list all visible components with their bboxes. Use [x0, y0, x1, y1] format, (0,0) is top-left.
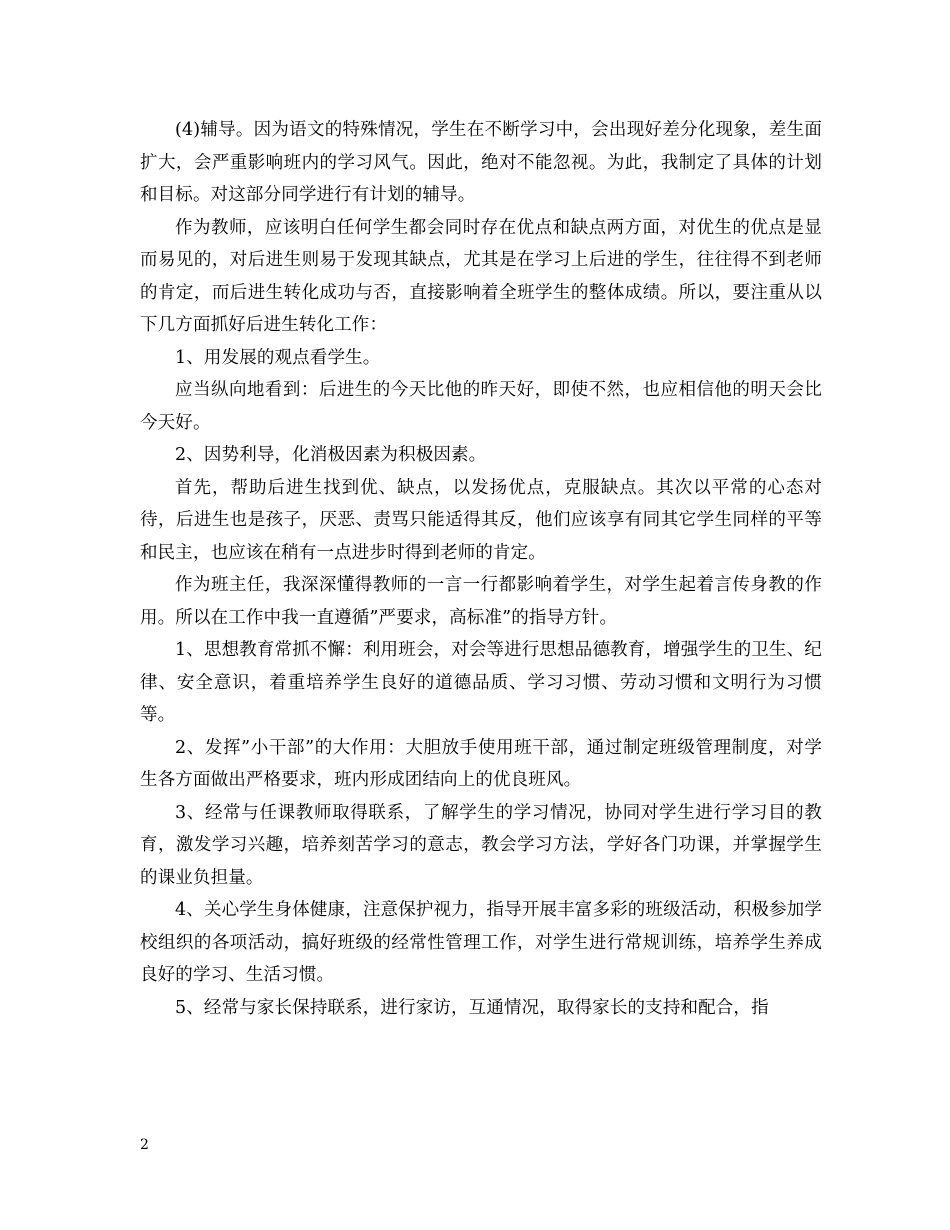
paragraph-tutoring: (4)辅导。因为语文的特殊情况，学生在不断学习中，会出现好差分化现象，差生面扩大，会严重影响班内的学习风气。因此，绝对不能忽视。为此，我制定了具体的计划和目标。对这部分同学进行有计划的辅导。	[140, 120, 822, 205]
paragraph-point-1-body: 应当纵向地看到：后进生的今天比他的昨天好，即使不然，也应相信他的明天会比今天好。	[140, 380, 822, 433]
paragraph-item-1: 1、思想教育常抓不懈：利用班会，对会等进行思想品德教育，增强学生的卫生、纪律、安全意识，着重培养学生良好的道德品质、学习习惯、劳动习惯和文明行为习惯等。	[140, 640, 822, 725]
page-number: 2	[140, 1137, 149, 1153]
paragraph-teacher-role: 作为教师，应该明白任何学生都会同时存在优点和缺点两方面，对优生的优点是显而易见的，对后进生则易于发现其缺点，尤其是在学习上后进的学生，往往得不到老师的肯定，而后进生转化成功与否，直接影响着全班学生的整体成绩。所以，要注重从以下几方面抓好后进生转化工作：	[140, 217, 822, 335]
paragraph-point-2-body: 首先，帮助后进生找到优、缺点，以发扬优点，克服缺点。其次以平常的心态对待，后进生也是孩子，厌恶、责骂只能适得其反，他们应该享有同其它学生同样的平等和民主，也应该在稍有一点进步时得到老师的肯定。	[140, 477, 822, 563]
paragraph-item-2: 2、发挥”小干部”的大作用：大胆放手使用班干部，通过制定班级管理制度，对学生各方面做出严格要求，班内形成团结向上的优良班风。	[140, 737, 822, 790]
paragraph-class-teacher: 作为班主任，我深深懂得教师的一言一行都影响着学生，对学生起着言传身教的作用。所以在工作中我一直遵循”严要求，高标准”的指导方针。	[140, 575, 822, 628]
paragraph-point-1-heading: 1、用发展的观点看学生。	[175, 347, 381, 368]
paragraph-item-4: 4、关心学生身体健康，注意保护视力，指导开展丰富多彩的班级活动，积极参加学校组织的各项活动，搞好班级的经常性管理工作，对学生进行常规训练，培养学生养成良好的学习、生活习惯。	[140, 900, 822, 985]
paragraph-point-2-heading: 2、因势利导，化消极因素为积极因素。	[175, 445, 487, 465]
paragraph-item-3: 3、经常与任课教师取得联系，了解学生的学习情况，协同对学生进行学习目的教育，激发学习兴趣，培养刻苦学习的意志，教会学习方法，学好各门功课，并掌握学生的课业负担量。	[140, 802, 822, 888]
document-body	[140, 114, 822, 1024]
paragraph-item-5: 5、经常与家长保持联系，进行家访，互通情况，取得家长的支持和配合，指	[175, 997, 769, 1018]
